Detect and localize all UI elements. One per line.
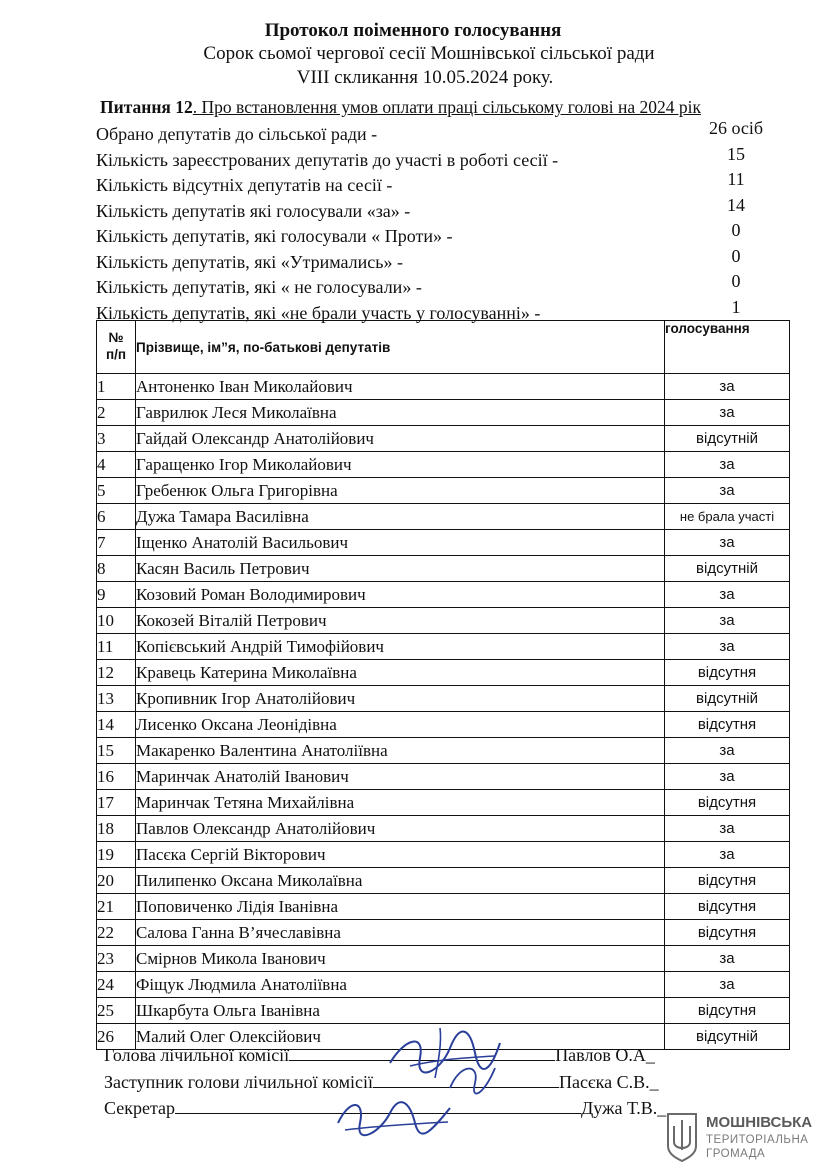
header-vote: голосування [665,321,790,374]
vote-result: відсутній [665,556,790,582]
table-row [97,920,790,946]
vote-result: відсутній [665,426,790,452]
deputy-name: Смірнов Микола Іванович [136,946,665,972]
signature-name: Павлов О.А_ [555,1045,655,1065]
vote-result: за [665,816,790,842]
deputy-name: Кравець Катерина Миколаївна [136,660,665,686]
row-number: 20 [97,868,136,894]
row-number: 16 [97,764,136,790]
table-row [97,374,790,400]
table-row [97,816,790,842]
vote-result: відсутній [665,686,790,712]
row-number: 24 [97,972,136,998]
stat-label: Кількість депутатів які голосували «за» - [96,200,411,221]
deputy-name: Шкарбута Ольга Іванівна [136,998,665,1024]
header-name: Прізвище, ім”я, по-батькові депутатів [136,321,665,374]
deputy-name: Козовий Роман Володимирович [136,582,665,608]
stat-label: Кількість депутатів, які « не голосували» - [96,277,422,297]
deputy-name: Кокозей Віталій Петрович [136,608,665,634]
row-number: 3 [97,426,136,452]
deputy-name: Гайдай Олександр Анатолійович [136,426,665,452]
vote-statistics [96,118,776,322]
vote-result: за [665,582,790,608]
row-number: 11 [97,634,136,660]
vote-result: відсутня [665,660,790,686]
vote-result: за [665,842,790,868]
deputy-name: Поповиченко Лідія Іванівна [136,894,665,920]
stat-label: Обрано депутатів до сільської ради - [96,124,378,144]
signature-name: Пасєка С.В._ [558,1072,659,1092]
vote-result: за [665,530,790,556]
row-number: 7 [97,530,136,556]
row-number: 12 [97,660,136,686]
table-row [97,634,790,660]
stat-row [96,271,776,297]
stat-value: 14 [727,194,745,215]
vote-result: за [665,634,790,660]
table-row [97,842,790,868]
vote-result: за [665,738,790,764]
deputy-name: Гаращенко Ігор Миколайович [136,452,665,478]
table-row [97,972,790,998]
deputy-name: Касян Василь Петрович [136,556,665,582]
deputy-name: Антоненко Іван Миколайович [136,374,665,400]
logo-subtitle-1: ТЕРИТОРІАЛЬНА [706,1134,809,1146]
deputy-name: Пасєка Сергій Вікторович [136,842,665,868]
stat-value: 11 [727,169,745,189]
stat-row [96,195,776,221]
deputy-name: Макаренко Валентина Анатоліївна [136,738,665,764]
stat-value: 0 [731,245,741,266]
vote-result: не брала участі [665,504,790,530]
deputy-name: Маринчак Тетяна Михайлівна [136,790,665,816]
vote-result: відсутня [665,894,790,920]
stat-row [96,220,776,246]
stat-row [96,246,776,272]
row-number: 4 [97,452,136,478]
row-number: 1 [97,374,136,400]
row-number: 10 [97,608,136,634]
row-number: 23 [97,946,136,972]
vote-result: за [665,452,790,478]
deputy-name: Копієвський Андрій Тимофійович [136,634,665,660]
vote-result: за [665,972,790,998]
table-row [97,478,790,504]
trident-icon [664,1112,700,1162]
row-number: 18 [97,816,136,842]
table-row [97,660,790,686]
table-row [97,452,790,478]
header-number-line2: п/п [105,347,127,362]
vote-result: за [665,374,790,400]
table-header-row [97,321,790,374]
row-number: 13 [97,686,136,712]
table-row [97,608,790,634]
row-number: 15 [97,738,136,764]
question-number: Питання 12 [100,97,193,117]
document-title: Протокол поіменного голосування [264,20,562,41]
vote-result: за [665,608,790,634]
stat-label: Кількість депутатів, які «не брали участь у голосуванні» - [96,302,541,323]
deputy-name: Салова Ганна В’ячеславівна [136,920,665,946]
secretary-signature [330,1088,460,1143]
signature-role: Заступник голови лічильної комісії [104,1072,373,1092]
stat-row [96,144,776,170]
deputy-name: Лисенко Оксана Леонідівна [136,712,665,738]
stat-value: 0 [731,220,741,240]
stat-label: Кількість депутатів, які голосували « Проти» - [96,226,453,246]
deputy-name: Кропивник Ігор Анатолійович [136,686,665,712]
stat-row [96,118,776,144]
signature-role: Секретар [104,1098,176,1118]
stat-value: 26 осіб [708,118,764,138]
row-number: 22 [97,920,136,946]
table-row [97,738,790,764]
table-body [97,374,790,1050]
header-number [97,321,136,374]
deputy-name: Дужа Тамара Василівна [136,504,665,530]
stat-value: 1 [731,296,741,317]
table-row [97,582,790,608]
stat-label: Кількість зареєстрованих депутатів до участі в роботі сесії - [96,149,559,170]
question-text: . Про встановлення умов оплати праці сільському голові на 2024 рік [192,97,701,117]
table-row [97,764,790,790]
row-number: 5 [97,478,136,504]
roll-call-table [96,320,790,1050]
vote-result: відсутня [665,920,790,946]
table-row [97,790,790,816]
row-number: 21 [97,894,136,920]
row-number: 2 [97,400,136,426]
table-row [97,868,790,894]
deputy-name: Маринчак Анатолій Іванович [136,764,665,790]
vote-result: відсутня [665,998,790,1024]
table-row [97,400,790,426]
deputy-name: Гаврилюк Леся Миколаївна [136,400,665,426]
logo-title: МОШНІВСЬКА [706,1114,813,1131]
row-number: 8 [97,556,136,582]
document-subtitle: Сорок сьомої чергової сесії Мошнівської сільської ради [203,43,655,64]
table-row [97,426,790,452]
table-row [97,556,790,582]
stat-value: 15 [727,143,745,164]
deputy-name: Іщенко Анатолій Васильович [136,530,665,556]
stat-label: Кількість відсутніх депутатів на сесії - [96,175,393,195]
row-number: 19 [97,842,136,868]
document-convocation: VIII скликання 10.05.2024 року. [296,67,554,88]
deputy-name: Пилипенко Оксана Миколаївна [136,868,665,894]
stat-label: Кількість депутатів, які «Утримались» - [96,251,403,272]
vote-result: за [665,400,790,426]
table-row [97,712,790,738]
deputy-name: Малий Олег Олексійович [136,1024,665,1050]
logo-subtitle-2: ГРОМАДА [706,1148,766,1160]
table-row [97,504,790,530]
deputy-name: Павлов Олександр Анатолійович [136,816,665,842]
vote-result: відсутня [665,790,790,816]
vote-result: відсутня [665,712,790,738]
deputy-name: Фіщук Людмила Анатоліївна [136,972,665,998]
signature-name: Дужа Т.В._ [581,1098,667,1118]
stat-row [96,169,776,195]
vote-result: за [665,478,790,504]
row-number: 9 [97,582,136,608]
stat-row [96,297,776,323]
row-number: 14 [97,712,136,738]
row-number: 6 [97,504,136,530]
table-row [97,946,790,972]
table-row [97,894,790,920]
row-number: 17 [97,790,136,816]
header-number-line1: № [108,330,124,346]
vote-result: за [665,764,790,790]
deputy-name: Гребенюк Ольга Григорівна [136,478,665,504]
table-row [97,530,790,556]
vote-result: відсутня [665,868,790,894]
community-logo [664,1112,814,1164]
vote-result: відсутній [665,1024,790,1050]
row-number: 26 [97,1024,136,1050]
table-row [97,686,790,712]
stat-value: 0 [731,271,741,291]
question-line [100,97,701,118]
signature-role: Голова лічильної комісії [104,1045,290,1065]
vote-result: за [665,946,790,972]
row-number: 25 [97,998,136,1024]
